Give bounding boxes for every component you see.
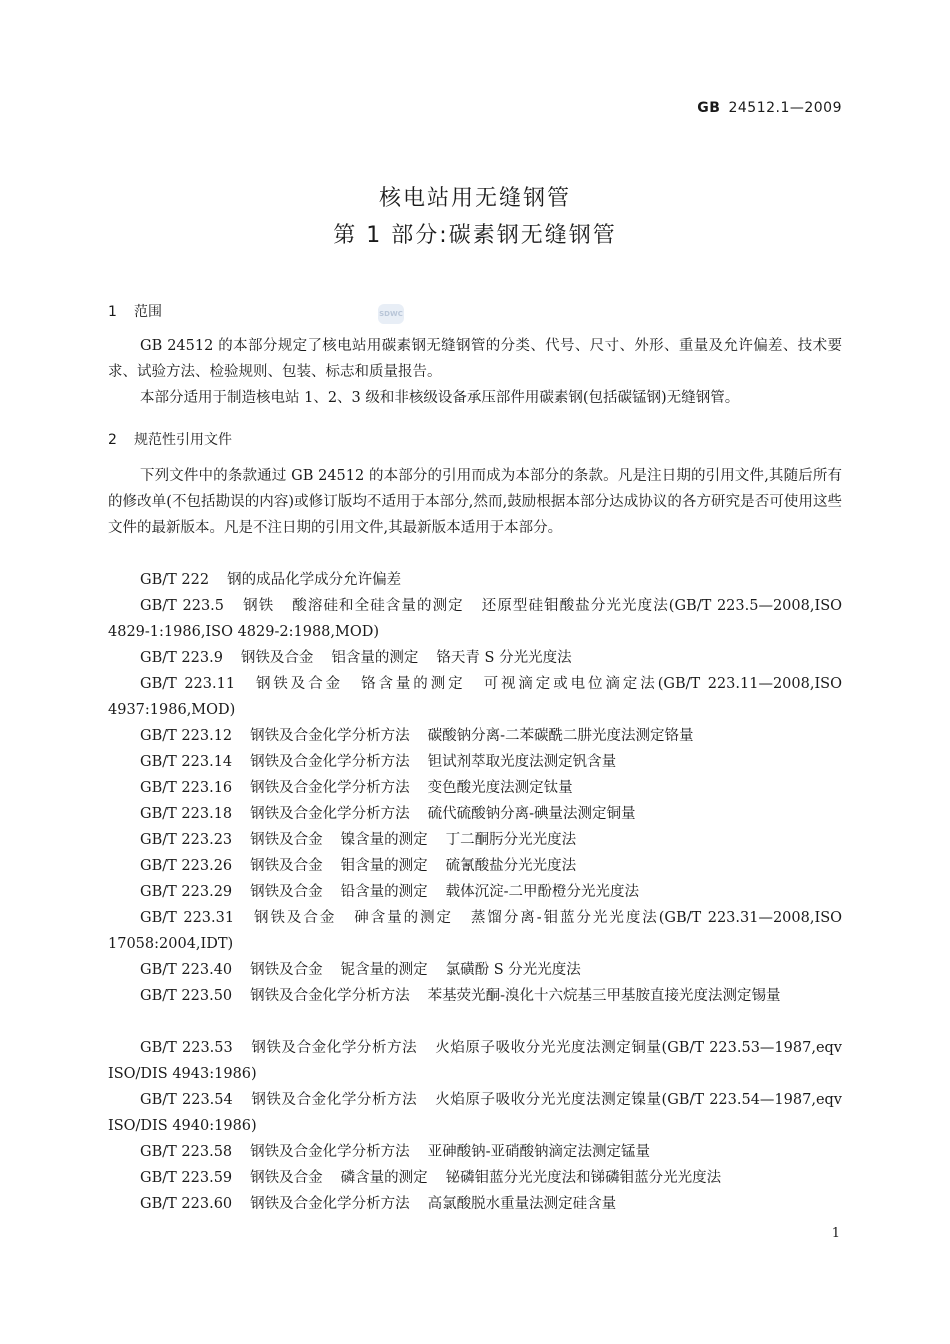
reference-title-part: 碳酸钠分离-二苯碳酰二肼光度法测定铬量: [427, 728, 694, 744]
reference-code: GB/T 223.60: [140, 1196, 233, 1212]
reference-item: [108, 1035, 842, 1087]
reference-title-part: 铝含量的测定: [331, 650, 419, 666]
reference-title-part: 铅含量的测定: [340, 884, 428, 900]
reference-title-part: 可视滴定或电位滴定法(GB/T 223.11—2008,ISO 4937:1986,MOD): [108, 676, 843, 718]
reference-code: GB/T 223.53: [140, 1040, 233, 1056]
reference-title-part: 火焰原子吸收分光光度法测定镍量(GB/T 223.54—1987,eqv ISO/DIS 4940:1986): [108, 1092, 842, 1134]
reference-item: [108, 567, 842, 593]
reference-title-part: 钢铁及合金: [250, 858, 323, 874]
reference-title-part: 钢铁及合金: [252, 910, 337, 926]
reference-title-part: 钢铁及合金: [250, 1170, 323, 1186]
reference-code: GB/T 223.40: [140, 962, 233, 978]
reference-item: [108, 775, 842, 801]
reference-code: GB/T 223.5: [140, 598, 225, 614]
standard-prefix: GB: [697, 100, 721, 116]
reference-item: [108, 1139, 842, 1165]
reference-title-part: 苯基荧光酮-溴化十六烷基三甲基胺直接光度法测定锡量: [427, 988, 781, 1004]
reference-title-part: 铋磷钼蓝分光光度法和锑磷钼蓝分光光度法: [445, 1170, 722, 1186]
reference-title-part: 蒸馏分离-钼蓝分光光度法(GB/T 223.31—2008,ISO 17058:2004,IDT): [108, 910, 843, 952]
reference-code: GB/T 222: [140, 572, 210, 588]
reference-item: [108, 1087, 842, 1139]
reference-title-part: 钢铁及合金化学分析方法: [250, 1196, 410, 1212]
reference-code: GB/T 223.16: [140, 780, 233, 796]
reference-title-part: 钢铁及合金: [250, 884, 323, 900]
reference-title-part: 钢铁及合金: [250, 962, 323, 978]
document-subtitle: 第 1 部分:碳素钢无缝钢管: [333, 223, 617, 248]
reference-code: GB/T 223.12: [140, 728, 233, 744]
reference-item: [108, 879, 842, 905]
reference-title-part: 钢铁及合金化学分析方法: [250, 988, 410, 1004]
reference-title-part: 钢铁及合金: [250, 832, 323, 848]
reference-code: GB/T 223.14: [140, 754, 233, 770]
reference-title-part: 铬含量的测定: [361, 676, 466, 692]
reference-item: [108, 905, 842, 957]
reference-title-part: 钼含量的测定: [340, 858, 428, 874]
reference-title-part: 硫氰酸盐分光光度法: [445, 858, 577, 874]
section-number: 1: [108, 304, 117, 320]
reference-title-part: 火焰原子吸收分光光度法测定铜量(GB/T 223.53—1987,eqv ISO/DIS 4943:1986): [108, 1040, 842, 1082]
references-intro-paragraph: 下列文件中的条款通过 GB 24512 的本部分的引用而成为本部分的条款。凡是注日期的引用文件,其随后所有的修改单(不包括勘误的内容)或修订版均不适用于本部分,然而,鼓励根据本部分达成协议的各方研究是否可使用这些文件的最新版本。凡是不注日期的引用文件,其最新版本适用于本部分。: [108, 468, 842, 536]
reference-code: GB/T 223.29: [140, 884, 233, 900]
reference-title-part: 钢铁及合金化学分析方法: [250, 728, 410, 744]
reference-item: [108, 853, 842, 879]
section-title: 范围: [134, 304, 162, 320]
reference-item: [108, 723, 842, 749]
reference-title-part: 铬天青 S 分光光度法: [436, 650, 572, 666]
reference-title-part: 亚砷酸钠-亚硝酸钠滴定法测定锰量: [427, 1144, 651, 1160]
reference-code: GB/T 223.31: [140, 910, 235, 926]
reference-code: GB/T 223.18: [140, 806, 233, 822]
reference-title-part: 钽试剂萃取光度法测定钒含量: [427, 754, 617, 770]
reference-title-part: 钢铁及合金化学分析方法: [250, 754, 410, 770]
document-title: 核电站用无缝钢管: [378, 186, 571, 211]
reference-title-part: 酸溶硅和全硅含量的测定: [292, 598, 464, 614]
reference-item: [108, 957, 842, 983]
reference-item: [108, 645, 842, 671]
section-number: 2: [108, 432, 117, 448]
reference-title-part: 镍含量的测定: [340, 832, 428, 848]
page-number: 1: [831, 1226, 840, 1241]
reference-code: GB/T 223.50: [140, 988, 233, 1004]
reference-title-part: 钢铁及合金化学分析方法: [250, 780, 410, 796]
reference-title-part: 钢铁及合金化学分析方法: [250, 1092, 418, 1108]
section-heading-scope: [108, 301, 162, 321]
reference-title-part: 丁二酮肟分光光度法: [445, 832, 577, 848]
reference-code: GB/T 223.26: [140, 858, 233, 874]
reference-title-part: 钢铁及合金化学分析方法: [250, 1040, 418, 1056]
standard-id: [697, 100, 842, 116]
standard-number: 24512.1—2009: [728, 100, 842, 116]
reference-item: [108, 593, 842, 645]
reference-title-part: 磷含量的测定: [340, 1170, 428, 1186]
reference-item: [108, 983, 842, 1009]
reference-item: [108, 1191, 842, 1217]
reference-item: [108, 1165, 842, 1191]
reference-title-part: 钢铁及合金化学分析方法: [250, 806, 410, 822]
reference-title-part: 变色酸光度法测定钛量: [427, 780, 573, 796]
reference-title-part: 钢铁及合金: [240, 650, 314, 666]
reference-title-part: 砷含量的测定: [354, 910, 453, 926]
reference-title-part: 氯磺酚 S 分光光度法: [445, 962, 581, 978]
scope-paragraph-1: GB 24512 的本部分规定了核电站用碳素钢无缝钢管的分类、代号、尺寸、外形、重量及允许偏差、技术要求、试验方法、检验规则、包装、标志和质量报告。: [108, 338, 842, 380]
reference-code: GB/T 223.23: [140, 832, 233, 848]
reference-code: GB/T 223.11: [140, 676, 236, 692]
reference-title-part: 铌含量的测定: [340, 962, 428, 978]
reference-code: GB/T 223.59: [140, 1170, 233, 1186]
section-heading-normative-references: [108, 429, 232, 449]
reference-code: GB/T 223.9: [140, 650, 223, 666]
scope-paragraph-2: 本部分适用于制造核电站 1、2、3 级和非核级设备承压部件用碳素钢(包括碳锰钢)无缝钢管。: [140, 390, 740, 406]
reference-item: [108, 749, 842, 775]
reference-title-part: 钢铁: [242, 598, 275, 614]
reference-item: [108, 827, 842, 853]
reference-item: [108, 801, 842, 827]
section-title: 规范性引用文件: [134, 432, 232, 448]
reference-title-part: 硫代硫酸钠分离-碘量法测定铜量: [427, 806, 636, 822]
reference-title-part: 载体沉淀-二甲酚橙分光光度法: [445, 884, 640, 900]
reference-item: [108, 671, 842, 723]
reference-code: GB/T 223.54: [140, 1092, 233, 1108]
reference-title-part: 钢的成品化学成分允许偏差: [227, 572, 402, 588]
reference-code: GB/T 223.58: [140, 1144, 233, 1160]
watermark-logo: SDWC: [378, 304, 404, 324]
reference-title-part: 还原型硅钼酸盐分光光度法(GB/T 223.5—2008,ISO 4829-1:1986,ISO 4829-2:1988,MOD): [108, 598, 843, 640]
reference-title-part: 钢铁及合金: [253, 676, 344, 692]
reference-title-part: 高氯酸脱水重量法测定硅含量: [427, 1196, 617, 1212]
reference-title-part: 钢铁及合金化学分析方法: [250, 1144, 410, 1160]
